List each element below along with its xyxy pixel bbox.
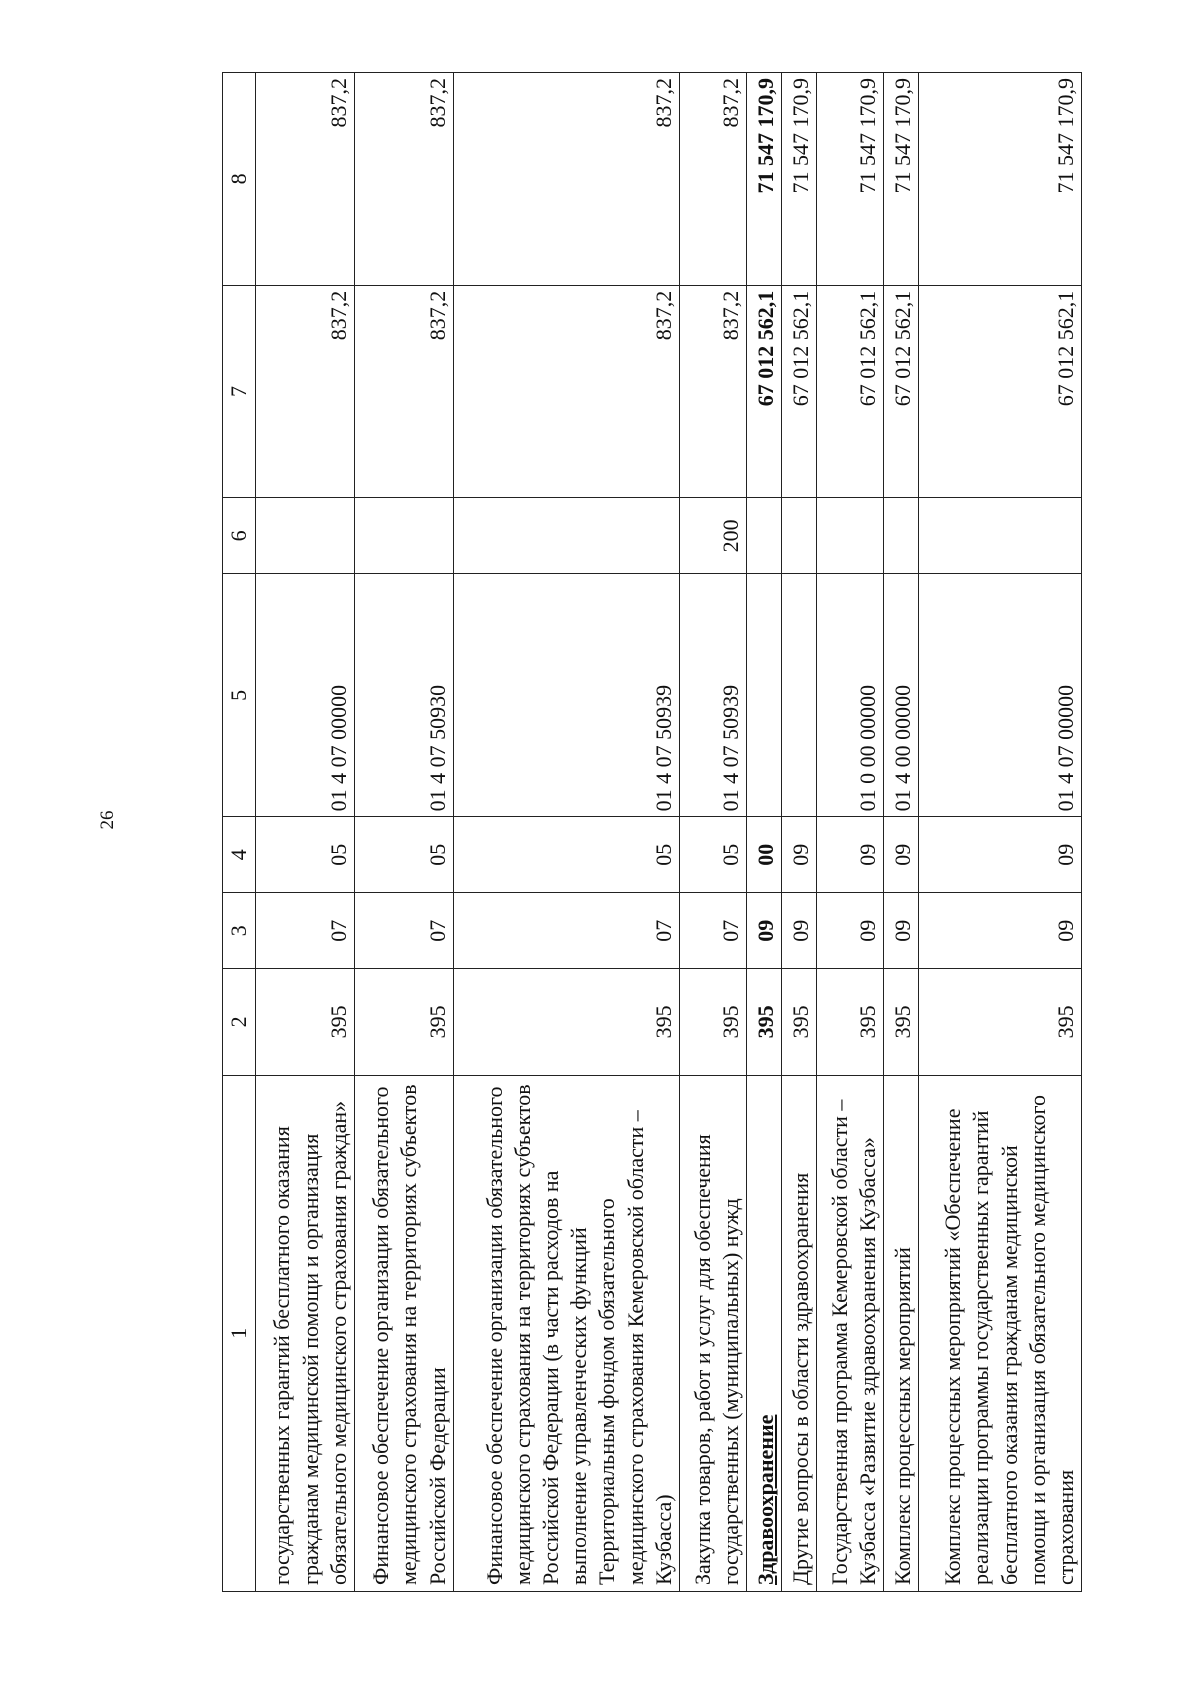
header-row bbox=[223, 73, 256, 1592]
target-article-cell bbox=[746, 574, 781, 817]
row-name-cell: государственных гарантий бесплатного оказания гражданам медицинской помощи и организация обязательного медицинского страхования граждан» bbox=[256, 1075, 355, 1591]
subsection-cell: 09 bbox=[884, 817, 919, 893]
expense-type-cell bbox=[354, 498, 453, 574]
table-row bbox=[679, 73, 746, 1592]
table-row bbox=[884, 73, 919, 1592]
table-row bbox=[746, 73, 781, 1592]
amount-year1-cell: 837,2 bbox=[453, 285, 679, 498]
expense-type-cell bbox=[453, 498, 679, 574]
admin-code-cell: 395 bbox=[679, 969, 746, 1075]
amount-year2-cell: 837,2 bbox=[453, 73, 679, 286]
target-article-cell bbox=[782, 574, 817, 817]
column-header-2: 2 bbox=[223, 969, 256, 1075]
page-number: 26 bbox=[97, 810, 118, 830]
amount-year1-cell: 837,2 bbox=[256, 285, 355, 498]
table-row bbox=[782, 73, 817, 1592]
row-name-cell: Здравоохранение bbox=[746, 1075, 781, 1591]
budget-table-container bbox=[222, 72, 1082, 1592]
row-name-cell: Финансовое обеспечение организации обязательного медицинского страхования на территориях субъектов Российской Федерации (в части расходов на выполнение управленческих функций Территориальным фондом обязательного медицинского страхования Кемеровской области – Кузбасса) bbox=[453, 1075, 679, 1591]
target-article-cell: 01 4 07 00000 bbox=[919, 574, 1082, 817]
subsection-cell: 09 bbox=[919, 817, 1082, 893]
amount-year2-cell: 837,2 bbox=[354, 73, 453, 286]
section-cell: 09 bbox=[884, 893, 919, 969]
target-article-cell: 01 4 00 00000 bbox=[884, 574, 919, 817]
expense-type-cell bbox=[256, 498, 355, 574]
row-name-cell: Комплекс процессных мероприятий «Обеспечение реализации программы государственных гарантий бесплатного оказания гражданам медицинской помощи и организация обязательного медицинского страхования bbox=[919, 1075, 1082, 1591]
section-cell: 09 bbox=[782, 893, 817, 969]
admin-code-cell: 395 bbox=[884, 969, 919, 1075]
column-header-4: 4 bbox=[223, 817, 256, 893]
section-cell: 07 bbox=[256, 893, 355, 969]
table-row bbox=[453, 73, 679, 1592]
amount-year2-cell: 71 547 170,9 bbox=[746, 73, 781, 286]
target-article-cell: 01 4 07 50939 bbox=[679, 574, 746, 817]
row-name-cell: Другие вопросы в области здравоохранения bbox=[782, 1075, 817, 1591]
admin-code-cell: 395 bbox=[817, 969, 884, 1075]
amount-year1-cell: 67 012 562,1 bbox=[919, 285, 1082, 498]
amount-year1-cell: 67 012 562,1 bbox=[817, 285, 884, 498]
expense-type-cell bbox=[919, 498, 1082, 574]
target-article-cell: 01 0 00 00000 bbox=[817, 574, 884, 817]
column-header-6: 6 bbox=[223, 498, 256, 574]
subsection-cell: 05 bbox=[354, 817, 453, 893]
column-header-8: 8 bbox=[223, 73, 256, 286]
subsection-cell: 05 bbox=[679, 817, 746, 893]
column-header-7: 7 bbox=[223, 285, 256, 498]
subsection-cell: 09 bbox=[817, 817, 884, 893]
admin-code-cell: 395 bbox=[746, 969, 781, 1075]
section-cell: 09 bbox=[746, 893, 781, 969]
amount-year1-cell: 67 012 562,1 bbox=[746, 285, 781, 498]
expense-type-cell bbox=[884, 498, 919, 574]
column-header-3: 3 bbox=[223, 893, 256, 969]
subsection-cell: 05 bbox=[453, 817, 679, 893]
row-name-cell: Финансовое обеспечение организации обязательного медицинского страхования на территориях субъектов Российской Федерации bbox=[354, 1075, 453, 1591]
amount-year2-cell: 837,2 bbox=[256, 73, 355, 286]
section-cell: 07 bbox=[354, 893, 453, 969]
amount-year1-cell: 837,2 bbox=[679, 285, 746, 498]
section-cell: 09 bbox=[919, 893, 1082, 969]
subsection-cell: 05 bbox=[256, 817, 355, 893]
admin-code-cell: 395 bbox=[256, 969, 355, 1075]
target-article-cell: 01 4 07 00000 bbox=[256, 574, 355, 817]
amount-year2-cell: 71 547 170,9 bbox=[782, 73, 817, 286]
table-row bbox=[817, 73, 884, 1592]
section-cell: 07 bbox=[679, 893, 746, 969]
admin-code-cell: 395 bbox=[453, 969, 679, 1075]
column-header-1: 1 bbox=[223, 1075, 256, 1591]
amount-year2-cell: 71 547 170,9 bbox=[884, 73, 919, 286]
table-row bbox=[354, 73, 453, 1592]
table-row bbox=[256, 73, 355, 1592]
subsection-cell: 00 bbox=[746, 817, 781, 893]
target-article-cell: 01 4 07 50939 bbox=[453, 574, 679, 817]
amount-year1-cell: 67 012 562,1 bbox=[884, 285, 919, 498]
admin-code-cell: 395 bbox=[782, 969, 817, 1075]
expense-type-cell bbox=[817, 498, 884, 574]
table-row bbox=[919, 73, 1082, 1592]
target-article-cell: 01 4 07 50930 bbox=[354, 574, 453, 817]
section-cell: 07 bbox=[453, 893, 679, 969]
section-cell: 09 bbox=[817, 893, 884, 969]
table-body bbox=[256, 73, 1082, 1592]
subsection-cell: 09 bbox=[782, 817, 817, 893]
expense-type-cell bbox=[782, 498, 817, 574]
amount-year2-cell: 837,2 bbox=[679, 73, 746, 286]
row-name-cell: Закупка товаров, работ и услуг для обеспечения государственных (муниципальных) нужд bbox=[679, 1075, 746, 1591]
amount-year1-cell: 837,2 bbox=[354, 285, 453, 498]
row-name-cell: Комплекс процессных мероприятий bbox=[884, 1075, 919, 1591]
row-name-cell: Государственная программа Кемеровской области – Кузбасса «Развитие здравоохранения Кузбасса» bbox=[817, 1075, 884, 1591]
expense-type-cell: 200 bbox=[679, 498, 746, 574]
amount-year2-cell: 71 547 170,9 bbox=[919, 73, 1082, 286]
admin-code-cell: 395 bbox=[919, 969, 1082, 1075]
admin-code-cell: 395 bbox=[354, 969, 453, 1075]
column-header-5: 5 bbox=[223, 574, 256, 817]
expense-type-cell bbox=[746, 498, 781, 574]
amount-year2-cell: 71 547 170,9 bbox=[817, 73, 884, 286]
budget-table bbox=[222, 72, 1082, 1592]
amount-year1-cell: 67 012 562,1 bbox=[782, 285, 817, 498]
